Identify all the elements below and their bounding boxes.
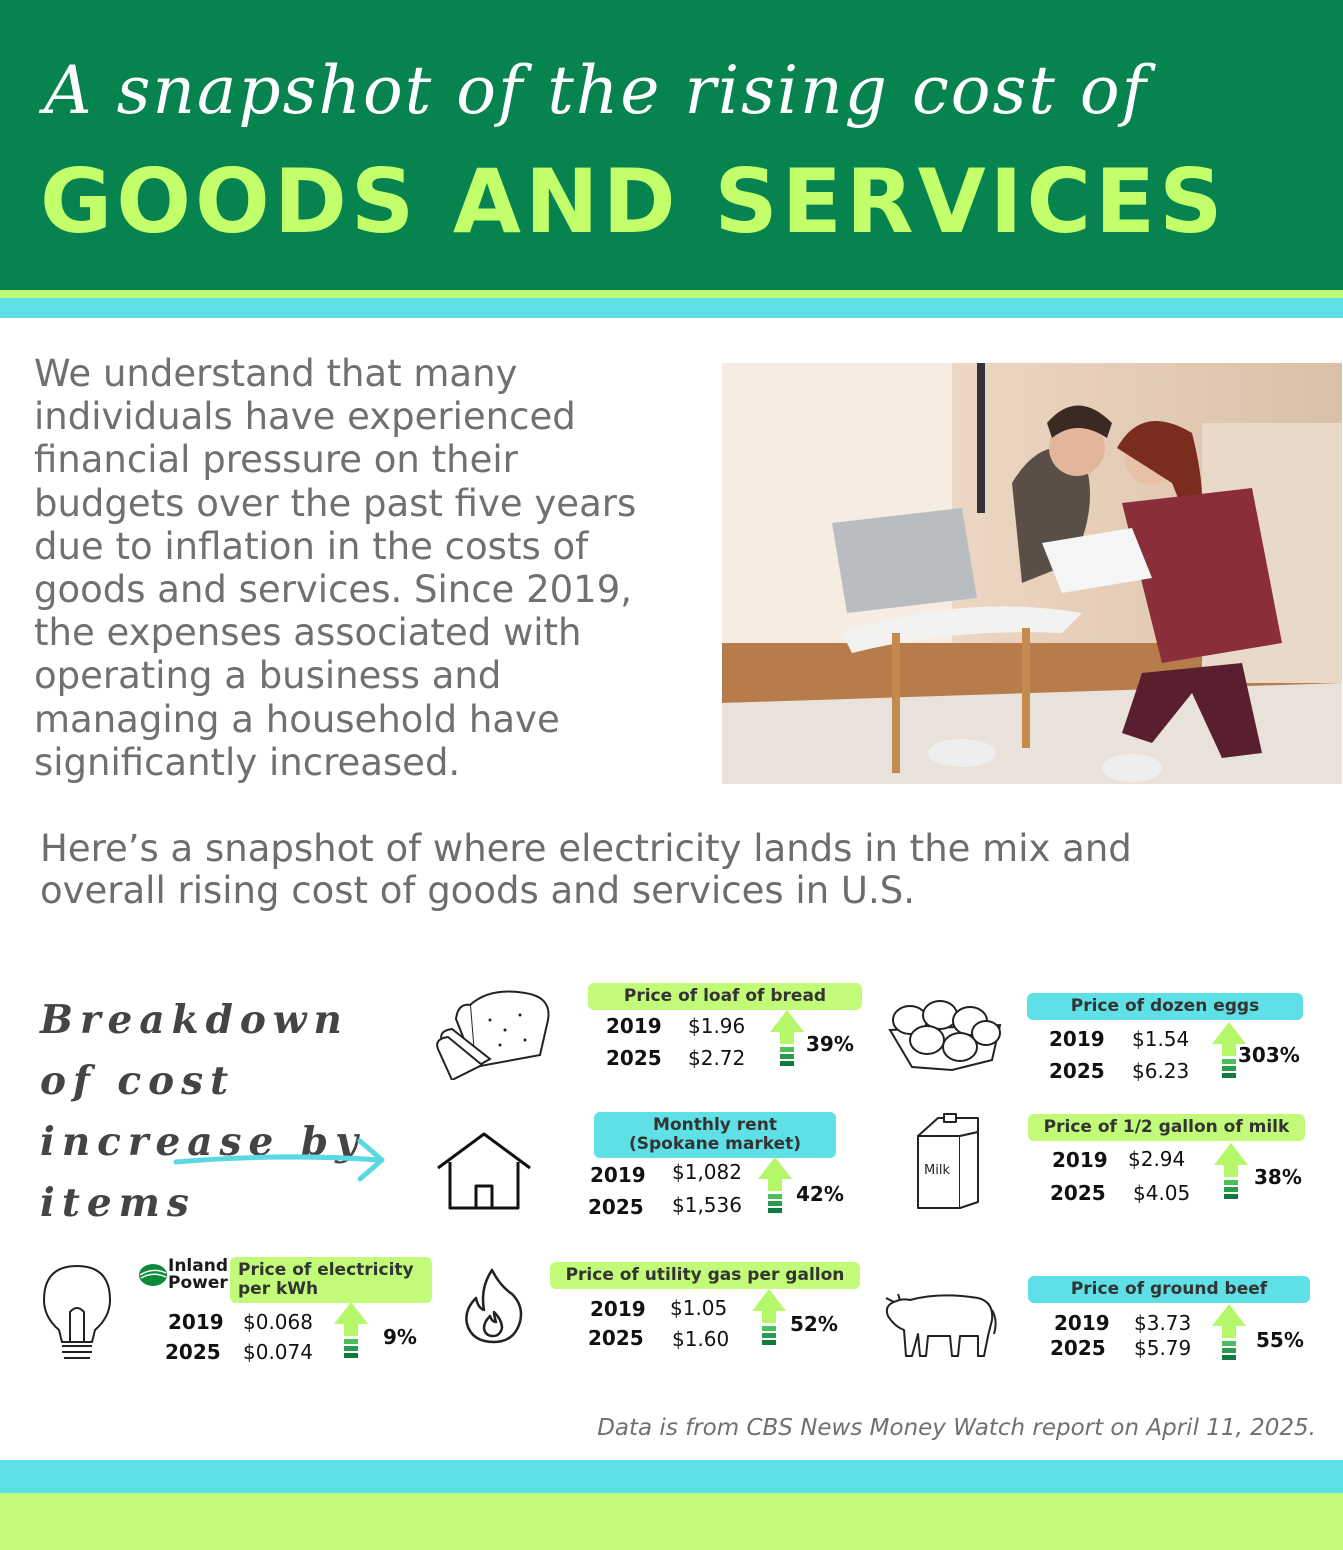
electricity-year-2025: 2025 [165,1340,221,1364]
bread-label: Price of loaf of bread [588,983,862,1010]
svg-text:Milk: Milk [924,1163,950,1178]
gas-label: Price of utility gas per gallon [550,1262,860,1289]
rent-year-2019: 2019 [590,1163,646,1187]
up-arrow-icon [334,1302,368,1360]
electricity-label: Price of electricity per kWh [230,1257,432,1303]
beef-label: Price of ground beef [1028,1276,1310,1303]
eggs-percent: 303% [1238,1043,1300,1067]
footer-stripe-lime [0,1493,1343,1550]
milk-percent: 38% [1254,1165,1302,1189]
eggs-year-2019: 2019 [1049,1027,1105,1051]
cow-icon [880,1280,998,1358]
header-stripe-cyan [0,298,1343,318]
electricity-price-2025: $0.074 [243,1340,313,1364]
beef-year-2025: 2025 [1050,1336,1106,1360]
electricity-price-2019: $0.068 [243,1310,313,1334]
intro-paragraph: We understand that many individuals have experienced financial pressure on their budgets over the past five years due to inflation in the costs of goods and services. Since 2019, the expenses associated with operating a business and managing a household have significantly increased. [34,352,637,784]
bread-price-2019: $1.96 [688,1014,746,1038]
pointer-arrow-icon [170,1135,390,1185]
bread-year-2019: 2019 [606,1014,662,1038]
electricity-percent: 9% [383,1325,417,1349]
eggs-label: Price of dozen eggs [1027,993,1303,1020]
house-icon [434,1130,534,1210]
bread-year-2025: 2025 [606,1046,662,1070]
up-arrow-icon [1212,1304,1246,1362]
rent-year-2025: 2025 [588,1195,644,1219]
snapshot-paragraph: Here’s a snapshot of where electricity lands in the mix and overall rising cost of goods and services in U.S. [40,827,1132,912]
gas-price-2019: $1.05 [670,1296,728,1320]
electricity-year-2019: 2019 [168,1310,224,1334]
egg-carton-icon [882,985,1007,1075]
couple-budget-photo [722,363,1342,784]
up-arrow-icon [752,1289,786,1347]
rent-price-2019: $1,082 [672,1160,742,1184]
script-title: A snapshot of the rising cost of [44,52,1149,129]
footer-stripe-cyan [0,1460,1343,1493]
bread-icon [430,985,560,1080]
inland-power-logo [168,1258,228,1292]
bread-percent: 39% [806,1032,854,1056]
eggs-year-2025: 2025 [1049,1059,1105,1083]
beef-price-2025: $5.79 [1134,1336,1192,1360]
milk-price-2025: $4.05 [1133,1181,1191,1205]
gas-percent: 52% [790,1312,838,1336]
logo-line-1: Inland [168,1256,228,1276]
milk-year-2019: 2019 [1052,1148,1108,1172]
inland-power-logo-icon [138,1263,168,1287]
rent-price-2025: $1,536 [672,1193,742,1217]
rent-percent: 42% [796,1182,844,1206]
flame-icon [462,1266,526,1346]
eggs-price-2019: $1.54 [1132,1027,1190,1051]
breakdown-heading: Breakdown of cost increase by items [40,997,365,1226]
milk-label: Price of 1/2 gallon of milk [1028,1114,1305,1141]
beef-year-2019: 2019 [1054,1311,1110,1335]
lightbulb-icon [40,1262,115,1367]
gas-price-2025: $1.60 [672,1327,730,1351]
up-arrow-icon [770,1010,804,1068]
beef-percent: 55% [1256,1328,1304,1352]
up-arrow-icon [1214,1143,1248,1201]
eggs-price-2025: $6.23 [1132,1059,1190,1083]
bread-price-2025: $2.72 [688,1046,746,1070]
gas-year-2019: 2019 [590,1297,646,1321]
up-arrow-icon [758,1157,792,1215]
gas-year-2025: 2025 [588,1326,644,1350]
logo-line-2: Power [168,1273,228,1293]
milk-carton-icon [910,1112,985,1212]
rent-label: Monthly rent (Spokane market) [594,1112,836,1158]
milk-year-2025: 2025 [1050,1181,1106,1205]
beef-price-2019: $3.73 [1134,1311,1192,1335]
page-title: GOODS AND SERVICES [40,150,1227,253]
source-note: Data is from CBS News Money Watch report on April 11, 2025. [597,1415,1316,1441]
milk-price-2019: $2.94 [1128,1147,1186,1171]
header-stripe-lime [0,290,1343,298]
